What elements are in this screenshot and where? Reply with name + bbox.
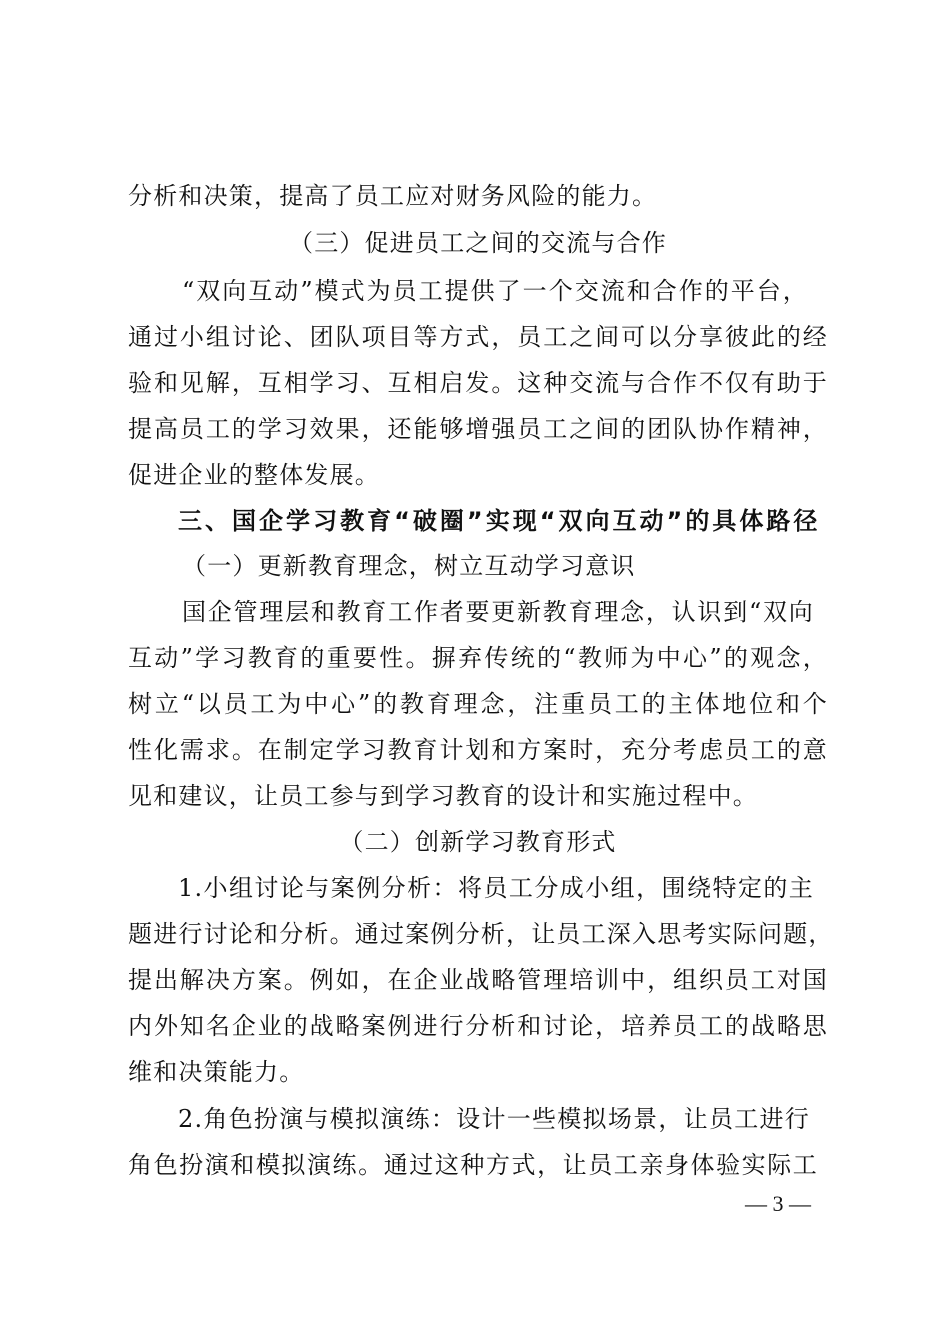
paragraph-line: 2.角色扮演与模拟演练：设计一些模拟场景，让员工进行 <box>178 1105 810 1133</box>
paragraph-line: 提出解决方案。例如，在企业战略管理培训中，组织员工对国 <box>128 966 828 994</box>
subsection-title-three: （三）促进员工之间的交流与合作 <box>289 229 667 257</box>
paragraph-line: 验和见解，互相学习、互相启发。这种交流与合作不仅有助于 <box>128 369 828 397</box>
paragraph-line: 国企管理层和教育工作者要更新教育理念，认识到“双向 <box>182 598 814 626</box>
paragraph-line: 性化需求。在制定学习教育计划和方案时，充分考虑员工的意 <box>128 736 828 764</box>
paragraph-line: 提高员工的学习效果，还能够增强员工之间的团队协作精神， <box>128 415 828 443</box>
paragraph-line: 促进企业的整体发展。 <box>128 461 380 489</box>
paragraph-line: 内外知名企业的战略案例进行分析和讨论，培养员工的战略思 <box>128 1012 828 1040</box>
subsection-title-one: （一）更新教育理念，树立互动学习意识 <box>182 552 636 580</box>
section-title-three: 三、国企学习教育“破圈”实现“双向互动”的具体路径 <box>178 507 818 535</box>
paragraph-line: “双向互动”模式为员工提供了一个交流和合作的平台， <box>182 277 808 305</box>
paragraph-line: 题进行讨论和分析。通过案例分析，让员工深入思考实际问题， <box>128 920 834 948</box>
subsection-title-two: （二）创新学习教育形式 <box>339 828 617 856</box>
paragraph-line: 角色扮演和模拟演练。通过这种方式，让员工亲身体验实际工 <box>128 1151 818 1179</box>
paragraph-line: 维和决策能力。 <box>128 1058 305 1086</box>
paragraph-line: 1.小组讨论与案例分析：将员工分成小组，围绕特定的主 <box>178 874 814 902</box>
paragraph-line: 通过小组讨论、团队项目等方式，员工之间可以分享彼此的经 <box>128 323 828 351</box>
paragraph-line: 树立“以员工为中心”的教育理念，注重员工的主体地位和个 <box>128 690 828 718</box>
paragraph-line: 分析和决策，提高了员工应对财务风险的能力。 <box>128 182 658 210</box>
page-number: — 3 — <box>745 1191 811 1216</box>
paragraph-line: 见和建议，让员工参与到学习教育的设计和实施过程中。 <box>128 782 758 810</box>
paragraph-line: 互动”学习教育的重要性。摒弃传统的“教师为中心”的观念， <box>128 644 828 672</box>
